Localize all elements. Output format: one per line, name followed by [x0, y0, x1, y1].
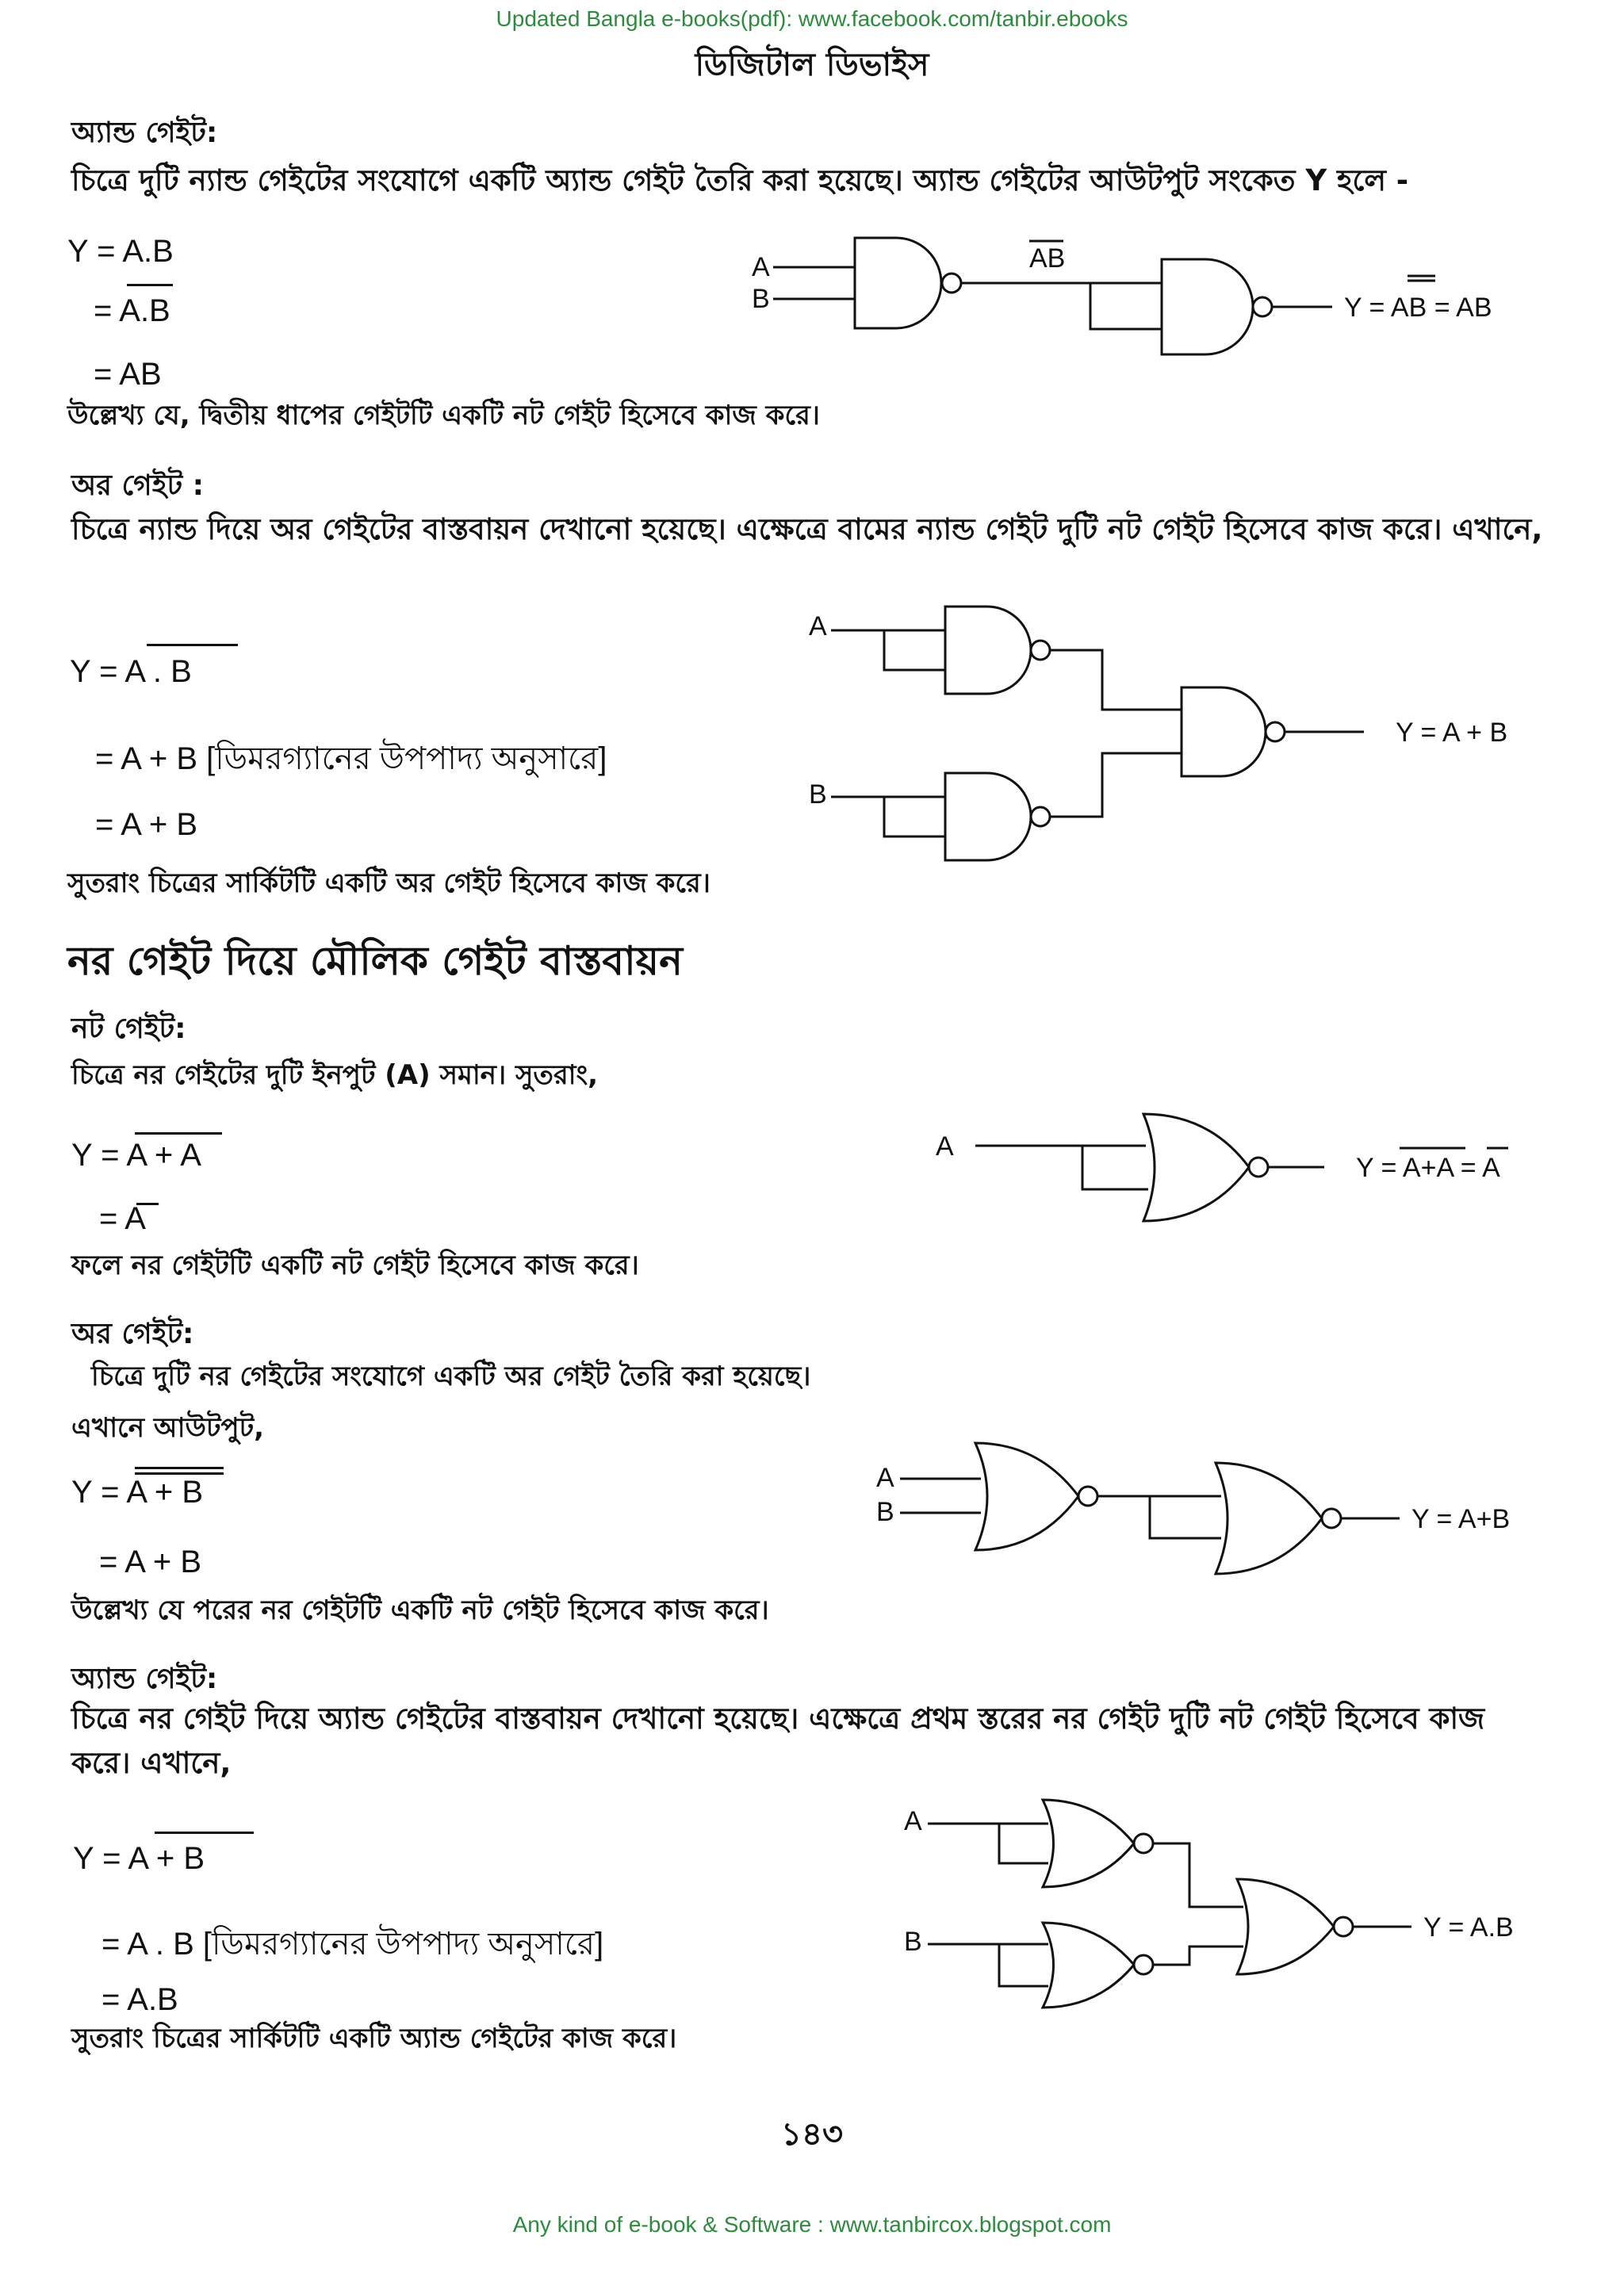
nor-or-text1: চিত্রে দুটি নর গেইটের সংযোগে একটি অর গেইট তৈরি করা হয়েছে।: [91, 1361, 811, 1392]
nand-or-eq1: Y = A . B: [70, 654, 192, 689]
nand-gate-c: [1182, 687, 1266, 776]
nor-section-title: নর গেইট দিয়ে মৌলিক গেইট বাস্তবায়ন: [67, 938, 683, 984]
nor-and-eq1: Y = A + B: [73, 1841, 205, 1876]
nor-not-heading: নট গেইট:: [71, 1013, 186, 1045]
nor-or-text2: এখানে আউটপুট,: [71, 1412, 265, 1444]
nor-or-heading: অর গেইট:: [71, 1318, 194, 1350]
nor-and-diagram: [904, 1792, 1570, 2054]
nand-and-input-b-label: B: [752, 284, 770, 314]
nand-gate-a: [945, 607, 1031, 694]
nor-gate-a: [1043, 1800, 1134, 1887]
nand-gate-1: [855, 238, 941, 328]
nor-not-text: চিত্রে নর গেইটের দুটি ইনপুট (A) সমান। সুতরাং,: [71, 1059, 599, 1091]
nand-and-diagram: [737, 230, 1570, 373]
nand-or-diagram: [809, 599, 1570, 868]
nor-or-eq1-overbar-2: [135, 1472, 224, 1475]
nor-not-output-label: Y = A+A = A: [1356, 1153, 1500, 1183]
page-header: ডিজিটাল ডিভাইস: [695, 47, 929, 83]
top-link[interactable]: Updated Bangla e-books(pdf): www.facebook.com/tanbir.ebooks: [496, 6, 1128, 31]
nor-not-eq2: = A: [99, 1201, 146, 1236]
nor-and-eq2: = A . B [ডিমরগ্যানের উপপাদ্য অনুসারে]: [102, 1927, 604, 1962]
nand-or-output-label: Y = A + B: [1396, 718, 1508, 748]
nor-or-diagram: [876, 1435, 1574, 1562]
nor-not-note: ফলে নর গেইটটি একটি নট গেইট হিসেবে কাজ করে।: [71, 1250, 639, 1281]
nor-and-eq3: = A.B: [102, 1982, 178, 2017]
nor-not-eq1: Y = A + A: [71, 1138, 201, 1173]
nor-or-eq2: = A + B: [99, 1545, 202, 1579]
nand-gate-b: [945, 773, 1031, 860]
nor-not-eq1-overbar: [135, 1132, 222, 1135]
nand-or-eq1-overbar: [147, 644, 238, 646]
nand-or-input-b-label: B: [809, 779, 827, 810]
nand-and-note: উল্লেখ্য যে, দ্বিতীয় ধাপের গেইটটি একটি নট গেইট হিসেবে কাজ করে।: [67, 400, 820, 431]
nand-and-eq3: = AB: [94, 357, 162, 392]
nor-and-note: সুতরাং চিত্রের সার্কিটটি একটি অ্যান্ড গেইটের কাজ করে।: [71, 2023, 677, 2054]
nor-and-output-label: Y = A.B: [1423, 1912, 1514, 1943]
nor-or-eq1-overbar-1: [135, 1467, 224, 1469]
nand-and-heading: অ্যান্ড গেইট:: [71, 117, 218, 149]
nor-or-note: উল্লেখ্য যে পরের নর গেইটটি একটি নট গেইট হিসেবে কাজ করে।: [71, 1594, 769, 1626]
nor-gate-b: [1043, 1923, 1134, 2008]
nand-and-input-a-label: A: [752, 252, 770, 282]
nor-not-eq2-overbar: [136, 1203, 159, 1205]
nand-and-mid-label: AB: [1029, 243, 1066, 274]
nor-not-diagram: [936, 1106, 1570, 1233]
nand-or-heading: অর গেইট :: [71, 469, 204, 502]
nand-or-eq2: = A + B [ডিমরগ্যানের উপপাদ্য অনুসারে]: [95, 741, 607, 776]
nand-or-note: সুতরাং চিত্রের সার্কিটটি একটি অর গেইট হিসেবে কাজ করে।: [67, 867, 710, 899]
nand-or-eq3: = A + B: [95, 807, 198, 842]
nand-and-eq2: [94, 293, 170, 329]
nand-and-text: চিত্রে দুটি ন্যান্ড গেইটের সংযোগে একটি অ্যান্ড গেইট তৈরি করা হয়েছে। অ্যান্ড গেইটের আউটপুট সংকেত Y হলে -: [71, 163, 1409, 197]
nor-and-heading: অ্যান্ড গেইট:: [71, 1663, 218, 1695]
bottom-link[interactable]: Any kind of e-book & Software : www.tanbircox.blogspot.com: [512, 2212, 1112, 2237]
nand-or-input-a-label: A: [809, 611, 827, 641]
nor-and-text: চিত্রে নর গেইট দিয়ে অ্যান্ড গেইটের বাস্তবায়ন দেখানো হয়েছে। এক্ষেত্রে প্রথম স্তরের নর গেইট দুটি নট গেইট হিসেবে কাজ করে। এখানে,: [71, 1702, 1485, 1780]
nand-or-text: চিত্রে ন্যান্ড দিয়ে অর গেইটের বাস্তবায়ন দেখানো হয়েছে। এক্ষেত্রে বামের ন্যান্ড গেইট দুটি নট গেইট হিসেবে কাজ করে। এখানে,: [71, 512, 1543, 546]
nor-not-input-a-label: A: [936, 1131, 954, 1162]
nand-and-eq1: Y = A.B: [67, 234, 174, 269]
nor-gate-2: [1216, 1463, 1322, 1574]
nand-gate-2: [1162, 259, 1253, 354]
nor-gate-c: [1237, 1879, 1334, 1974]
nor-gate-1: [975, 1443, 1078, 1550]
nand-and-output-label: Y = AB = AB: [1344, 293, 1492, 323]
nor-and-eq1-overbar: [155, 1832, 254, 1834]
nor-or-input-b-label: B: [876, 1497, 894, 1527]
page-number: ১৪৩: [781, 2116, 843, 2153]
nand-and-eq2-text: = A.B: [94, 293, 170, 328]
nor-and-input-a-label: A: [904, 1806, 922, 1836]
nor-and-input-b-label: B: [904, 1927, 922, 1957]
nor-gate-not: [1143, 1114, 1249, 1221]
nor-or-input-a-label: A: [876, 1463, 894, 1493]
nand-and-eq2-overbar: [127, 284, 173, 286]
nor-or-output-label: Y = A+B: [1411, 1504, 1511, 1534]
nor-or-eq1: Y = A + B: [71, 1475, 204, 1510]
